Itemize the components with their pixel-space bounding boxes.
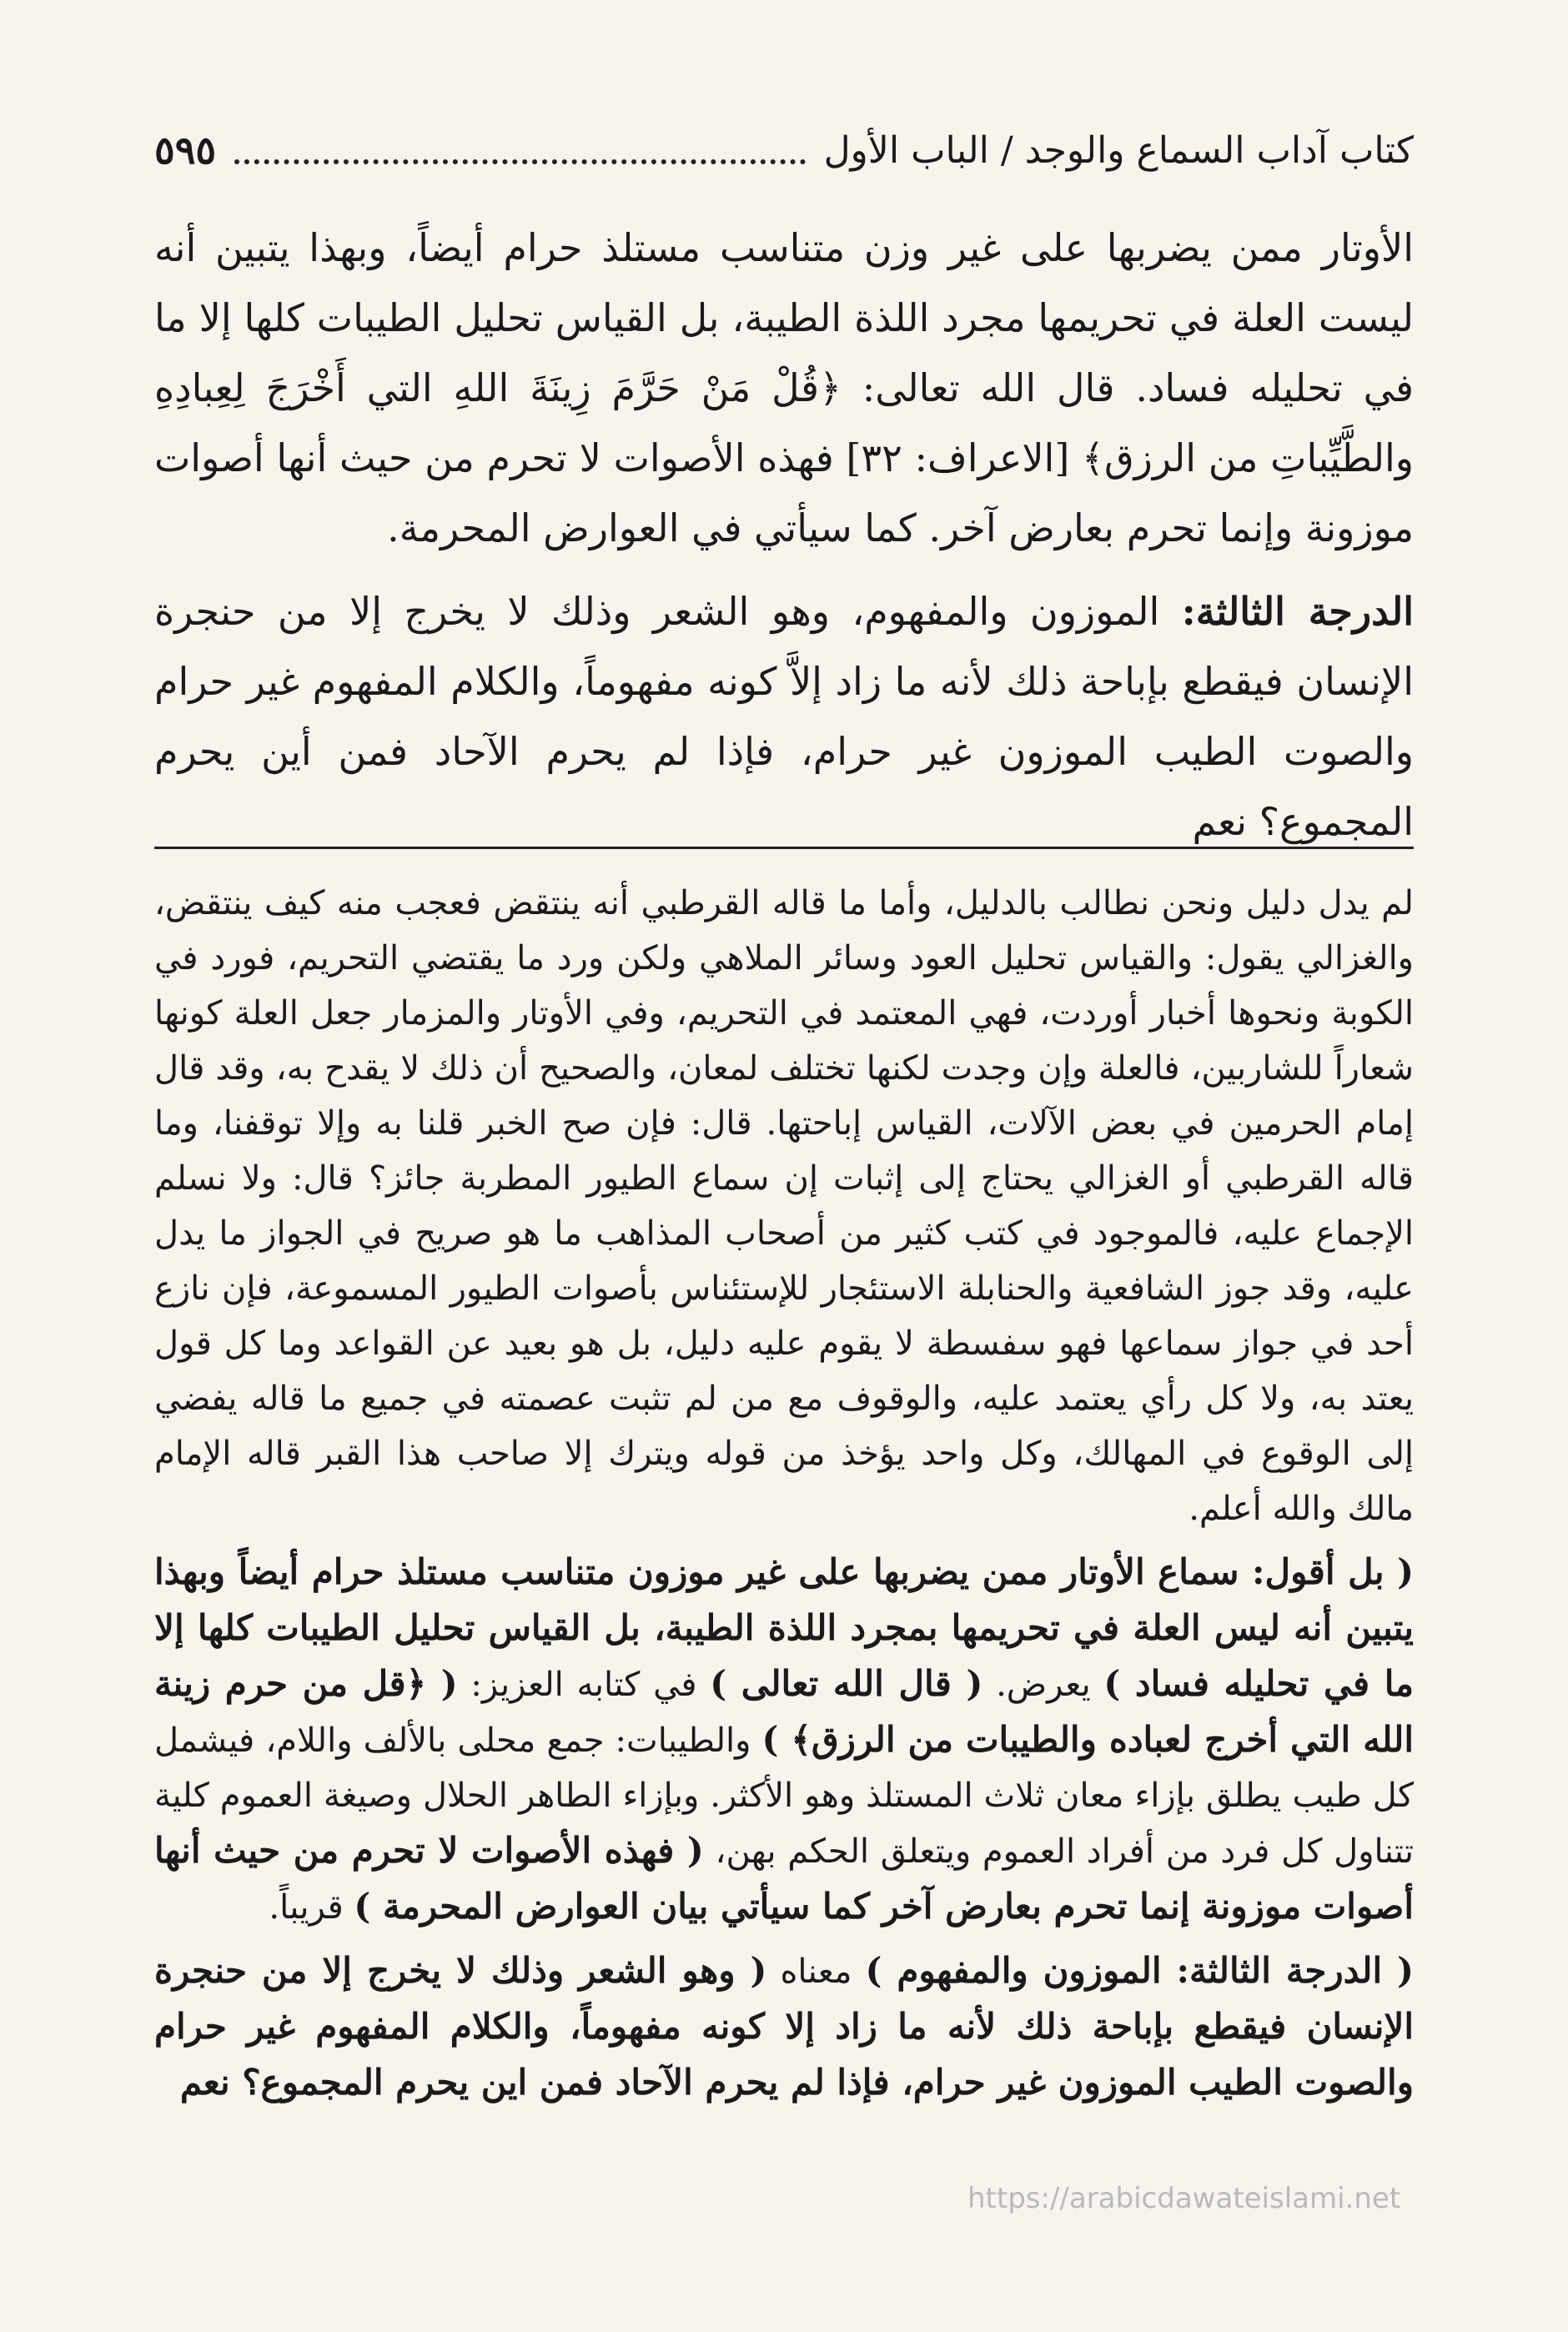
quoted-text: ( وهو الشعر وذلك لا يخرج إلا من حنجرة الإنسان فيقطع بإباحة ذلك لأنه ما زاد إلا كونه مفهوماً، والكلام المفهوم غير حرام والصوت الطيب الموزون غير حرام، فإذا لم يحرم الآحاد فمن اين يحرم المجموع؟ نعم [154,1950,1414,2103]
main-text [154,213,1414,870]
commentary-text: يعرض. [983,1666,1104,1704]
section-lead: الدرجة الثالثة: [1181,589,1415,634]
commentary-text: في كتابه العزيز: [457,1666,711,1704]
main-paragraph-1: الأوتار ممن يضربها على غير وزن متناسب مستلذ حرام أيضاً، وبهذا يتبين أنه ليست العلة في تحريمها مجرد اللذة الطيبة، بل القياس تحليل الطيبات كلها إلا ما في تحليله فساد. قال الله تعالى: ﴿قُلْ مَنْ حَرَّمَ زِينَةَ اللهِ التي أَخْرَجَ لِعِبادِهِ والطَّيِّباتِ من الرزق﴾ [الاعراف: ٣٢] فهذه الأصوات لا تحرم من حيث أنها أصوات موزونة وإنما تحرم بعارض آخر. كما سيأتي في العوارض المحرمة. [154,225,1414,550]
watermark-url: https://arabicdawateislami.net [967,2182,1401,2215]
commentary-text: والطيبات: جمع محلى بالألف واللام، فيشمل كل طيب يطلق بإزاء معان ثلاث المستلذ وهو الأكثر. وبإزاء الطاهر الحلال وصيغة العموم كلية تتناول كل فرد من أفراد العموم ويتعلق الحكم بهن، [154,1721,1414,1871]
dotted-leader [234,159,805,164]
main-paragraph-2 [154,576,1414,857]
commentary-text: قريباً. [269,1888,354,1927]
quoted-text: ( ﴿قل من حرم زينة الله التي أخرج لعباده والطيبات من الرزق﴾ ) [154,1663,1415,1760]
header-title: كتاب آداب السماع والوجد / الباب الأول [823,128,1414,172]
footnote-divider [154,847,1414,849]
commentary-text: معناه [766,1953,866,1991]
commentary [154,876,1414,2119]
quoted-text: ( الدرجة الثالثة: الموزون والمفهوم ) [865,1950,1414,1991]
commentary-paragraph-1: لم يدل دليل ونحن نطالب بالدليل، وأما ما قاله القرطبي أنه ينتقض فعجب منه كيف ينتقض، والغزالي يقول: والقياس تحليل العود وسائر الملاهي ولكن ورد ما يقتضي التحريم، فورد في الكوبة ونحوها أخبار أوردت، فهي المعتمد في التحريم، وفي الأوتار والمزمار جعل العلة كونها شعاراً للشاربين، فالعلة وإن وجدت لكنها تختلف لمعان، والصحيح أن ذلك لا يقدح به، وقد قال إمام الحرمين في بعض الآلات، القياس إباحتها. قال: فإن صح الخبر قلنا به وإلا توقفنا، وما قاله القرطبي أو الغزالي يحتاج إلى إثبات إن سماع الطيور المطربة جائز؟ قال: ولا نسلم الإجماع عليه، فالموجود في كتب كثير من أصحاب المذاهب ما هو صريح في الجواز ما يدل عليه، وقد جوز الشافعية والحنابلة الاستئجار للإستئناس بأصوات الطيور المسموعة، فإن نازع أحد في جواز سماعها فهو سفسطة لا يقوم عليه دليل، بل هو بعيد عن القواعد وما كل قول يعتد به، ولا كل رأي يعتمد عليه، والوقوف مع من لم تثبت عصمته في جميع ما قاله يفضي إلى الوقوع في المهالك، وكل واحد يؤخذ من قوله ويترك إلا صاحب هذا القبر قاله الإمام مالك والله أعلم. [154,884,1414,1528]
quoted-text: ( بل أقول: سماع الأوتار ممن يضربها على غير موزون متناسب مستلذ حرام أيضاً وبهذا يتبين أنه ليس العلة في تحريمها بمجرد اللذة الطيبة، بل القياس تحليل الطيبات كلها إلا ما في تحليله فساد ) [154,1551,1415,1704]
section-text: الموزون والمفهوم، وهو الشعر وذلك لا يخرج إلا من حنجرة الإنسان فيقطع بإباحة ذلك لأنه ما زاد إلاَّ كونه مفهوماً، والكلام المفهوم غير حرام والصوت الطيب الموزون غير حرام، فإذا لم يحرم الآحاد فمن أين يحرم المجموع؟ نعم [154,589,1414,844]
running-header [154,117,1414,183]
page-number: ٥٩٥ [154,128,217,173]
commentary-paragraph-3 [154,1943,1414,2111]
quoted-text: ( قال الله تعالى ) [710,1663,983,1704]
commentary-paragraph-2 [154,1545,1414,1935]
quoted-text: ( فهذه الأصوات لا تحرم من حيث أنها أصوات موزونة إنما تحرم بعارض آخر كما سيأتي بيان العوارض المحرمة ) [154,1830,1414,1927]
